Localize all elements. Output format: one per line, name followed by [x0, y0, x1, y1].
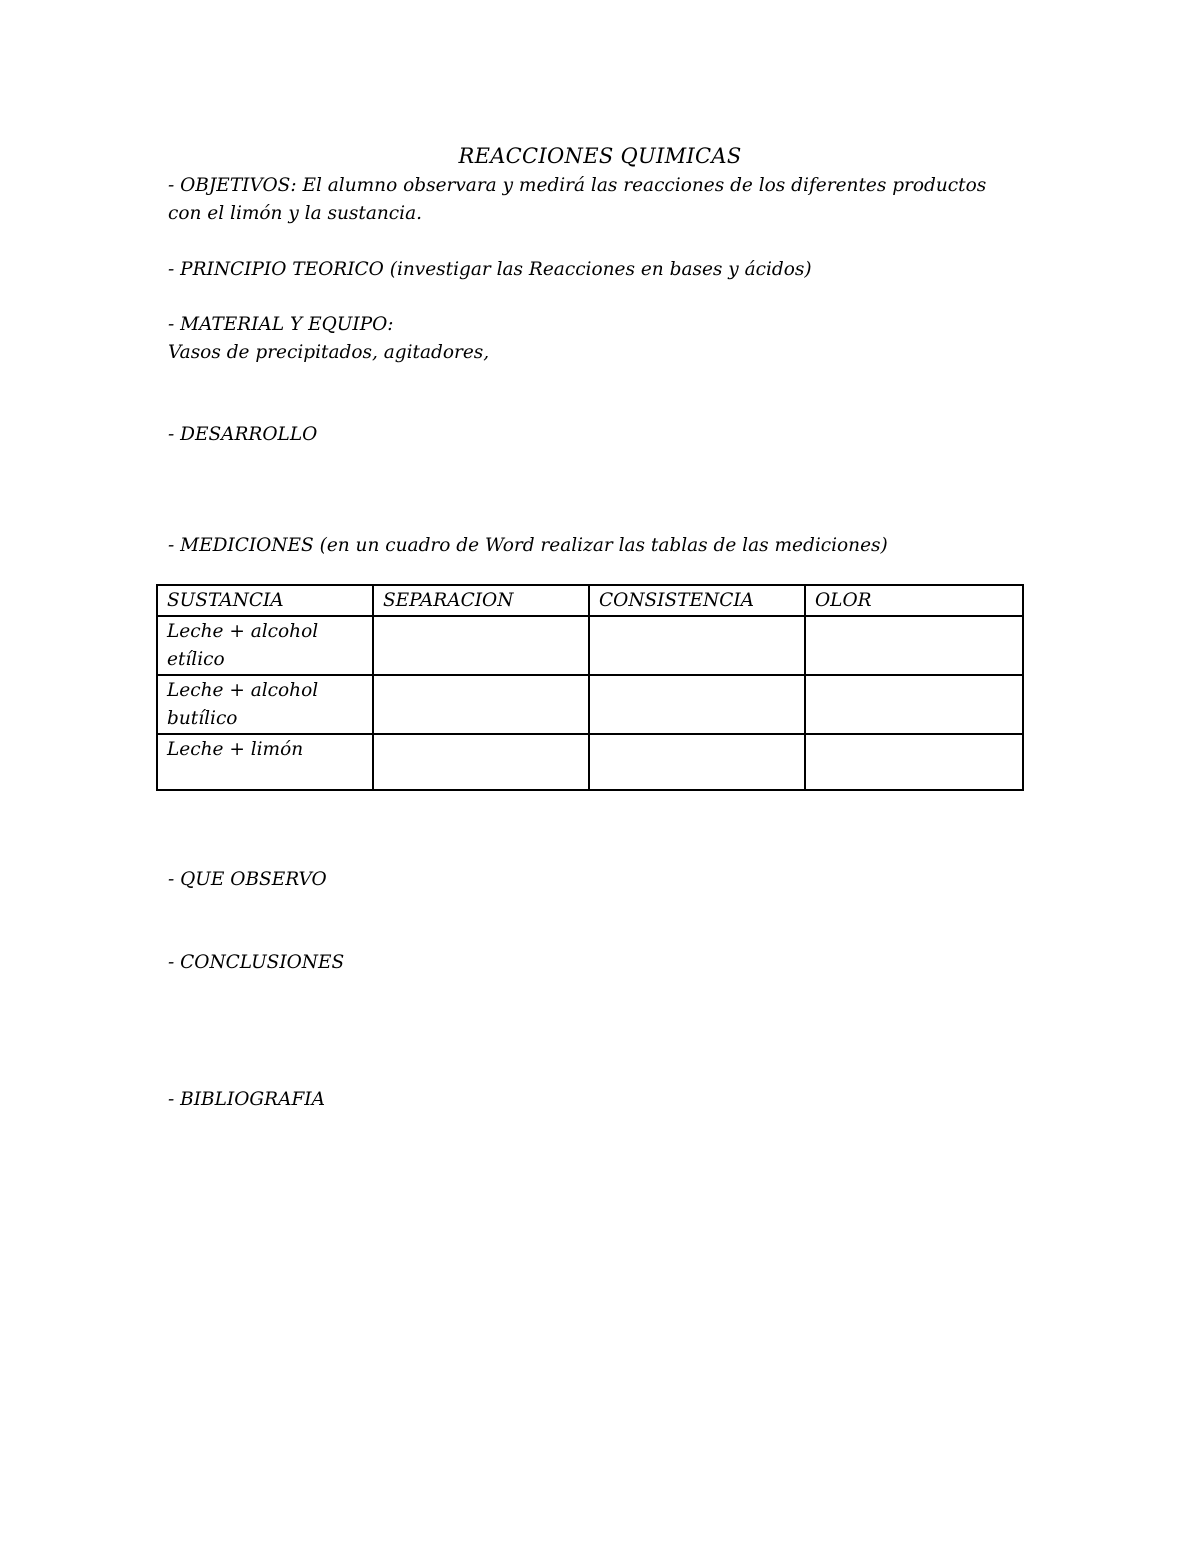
table-cell	[589, 616, 805, 675]
header-sustancia: SUSTANCIA	[157, 585, 373, 616]
header-consistencia: CONSISTENCIA	[589, 585, 805, 616]
desarrollo-heading: - DESARROLLO	[168, 424, 318, 445]
conclusiones-heading: - CONCLUSIONES	[168, 952, 345, 973]
table-header-row	[157, 585, 1023, 616]
mediciones-heading: - MEDICIONES (en un cuadro de Word realizar las tablas de las mediciones)	[168, 535, 888, 556]
table-cell: Leche + alcohol butílico	[157, 675, 373, 734]
objetivos-line-2: con el limón y la sustancia.	[168, 203, 422, 224]
principio-teorico: - PRINCIPIO TEORICO (investigar las Reacciones en bases y ácidos)	[168, 259, 812, 280]
measurements-table	[156, 584, 1024, 791]
table-cell	[373, 734, 589, 790]
table-row	[157, 616, 1023, 675]
bibliografia-heading: - BIBLIOGRAFIA	[168, 1089, 325, 1110]
table-cell	[373, 675, 589, 734]
que-observo-heading: - QUE OBSERVO	[168, 869, 327, 890]
table-cell	[589, 734, 805, 790]
document-title: REACCIONES QUIMICAS	[458, 144, 742, 168]
table-cell	[373, 616, 589, 675]
objetivos-line-1: - OBJETIVOS: El alumno observara y medirá las reacciones de los diferentes productos	[168, 175, 987, 196]
table-cell: Leche + alcohol etílico	[157, 616, 373, 675]
header-separacion: SEPARACION	[373, 585, 589, 616]
table-cell	[805, 616, 1023, 675]
table-cell: Leche + limón	[157, 734, 373, 790]
table-row	[157, 675, 1023, 734]
table-cell	[589, 675, 805, 734]
material-items: Vasos de precipitados, agitadores,	[168, 342, 490, 363]
table-cell	[805, 734, 1023, 790]
material-heading: - MATERIAL Y EQUIPO:	[168, 314, 394, 335]
table-row	[157, 734, 1023, 790]
table-cell	[805, 675, 1023, 734]
header-olor: OLOR	[805, 585, 1023, 616]
